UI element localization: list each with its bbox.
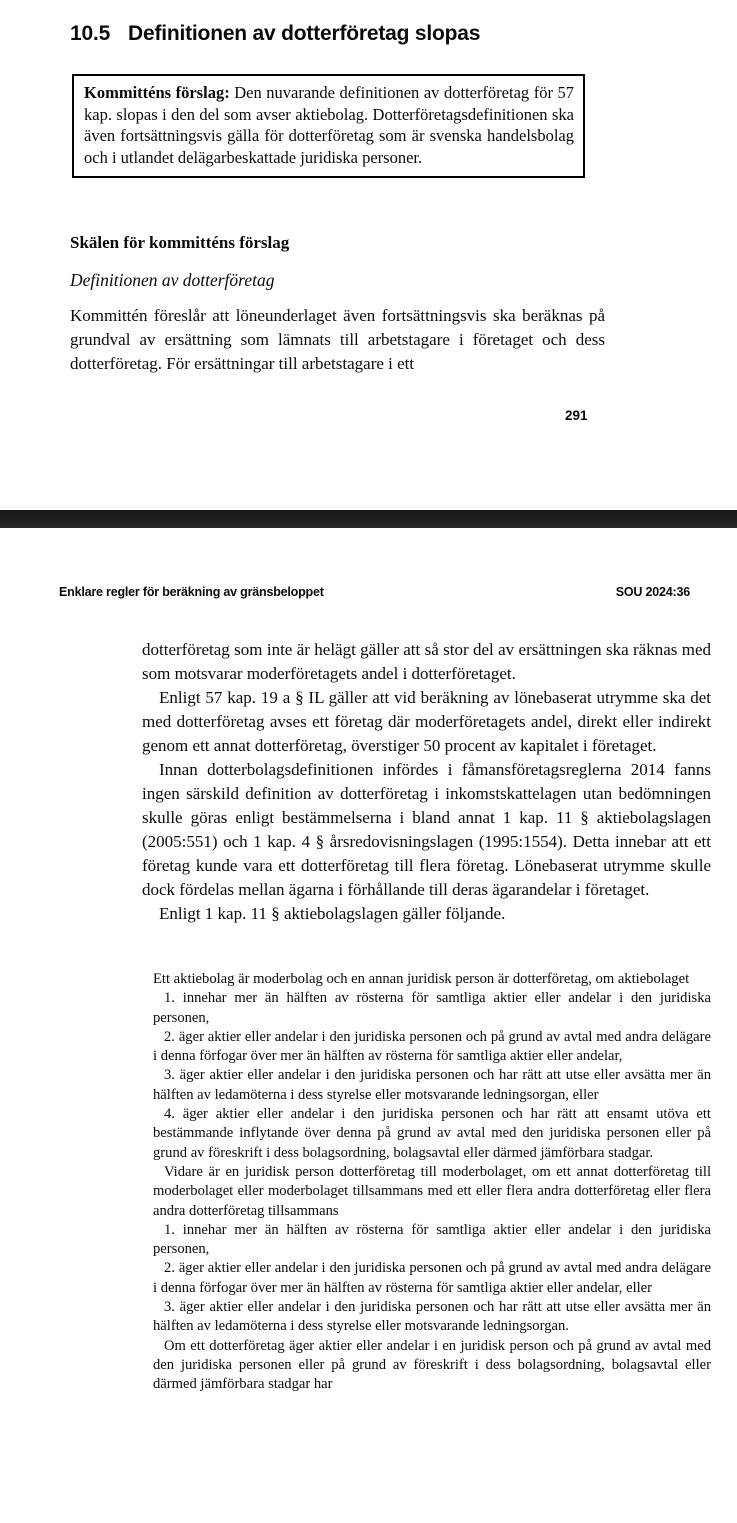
document-page-291 <box>0 0 737 510</box>
statute-quote-paragraph: 3. äger aktier eller andelar i den juridiska personen och har rätt att utse eller avsätta mer än hälften av ledamöterna i dess styrelse eller motsvarande ledningsorgan. <box>153 1299 711 1335</box>
running-header-title: Enklare regler för beräkning av gränsbeloppet <box>59 585 324 599</box>
statute-quote-block <box>153 970 711 1395</box>
statute-quote-paragraph: Vidare är en juridisk person dotterföretag till moderbolaget, om ett annat dotterföretag till moderbolaget eller moderbolaget tillsammans med ett eller flera andra dotterföretag eller flera andra dotterföretag tillsammans <box>153 1163 711 1219</box>
statute-quote-paragraph: 1. innehar mer än hälften av rösterna för samtliga aktier eller andelar i den juridiska personen, <box>153 990 711 1026</box>
proposal-text: Den nuvarande definitionen av dotterföretag för 57 kap. slopas i den del som avser aktiebolag. Dotterföretagsdefinitionen ska även fortsättningsvis gälla för dotterföretag som är svenska handelsbolag och i utlandet delägarbeskattade juridiska personer. <box>84 83 574 168</box>
body-paragraph: dotterföretag som inte är helägt gäller att så stor del av ersättningen ska räknas med som motsvarar moderföretagets andel i dotterföretaget. <box>142 640 711 683</box>
page-divider-bar <box>0 510 737 528</box>
statute-quote-paragraph: 3. äger aktier eller andelar i den juridiska personen och har rätt att utse eller avsätta mer än hälften av ledamöterna i dess styrelse eller motsvarande ledningsorgan, eller <box>153 1067 711 1103</box>
page-number: 291 <box>565 408 588 423</box>
section-number: 10.5 <box>70 22 111 45</box>
body-paragraph: Enligt 57 kap. 19 a § IL gäller att vid beräkning av lönebaserat utrymme ska det med dotterföretag avses ett företag där moderföretagets andel, direkt eller indirekt genom ett annat dotterföretag, överstiger 50 procent av kapitalet i företaget. <box>142 688 711 755</box>
statute-quote-paragraph: Ett aktiebolag är moderbolag och en annan juridisk person är dotterföretag, om aktiebolaget <box>153 971 690 987</box>
body-text-column <box>142 638 711 926</box>
statute-quote-paragraph: 2. äger aktier eller andelar i den juridiska personen och på grund av avtal med andra delägare i denna förfogar över mer än hälften av rösterna för samtliga aktier eller andelar, eller <box>153 1260 711 1296</box>
statute-quote-paragraph: Om ett dotterföretag äger aktier eller andelar i en juridisk person och på grund av avtal med den juridiska personen eller på grund av föreskrift i dess bolagsordning, bolagsavtal eller därmed jämförbara stadgar har <box>153 1337 711 1393</box>
definition-subheading: Definitionen av dotterföretag <box>70 270 275 290</box>
body-paragraph: Kommittén föreslår att löneunderlaget även fortsättningsvis ska beräknas på grundval av ersättning som lämnats till arbetstagare i företaget och dess dotterföretag. För ersättningar till arbetstagare i ett <box>70 306 605 373</box>
statute-quote-paragraph: 4. äger aktier eller andelar i den juridiska personen och har rätt att ensamt utöva ett bestämmande inflytande över denna på grund av avtal med den juridiska personen eller på grund av föreskrift i dess bolagsordning, bolagsavtal eller därmed jämförbara stadgar. <box>153 1106 711 1161</box>
body-paragraph: Innan dotterbolagsdefinitionen infördes i fåmansföretagsreglerna 2014 fanns ingen särskild definition av dotterföretag i inkomstskattelagen utan bedömningen skulle göras enligt bestämmelserna i bland annat 1 kap. 11 § aktiebolagslagen (2005:551) och 1 kap. 4 § årsredovisningslagen (1995:1554). Detta innebar att ett företag kunde vara ett dotterföretag till flera företag. Lönebaserat utrymme skulle dock fördelas mellan ägarna i förhållande till deras ägarandelar i företaget. <box>142 760 711 899</box>
document-page-292 <box>0 528 737 1523</box>
proposal-label: Kommitténs förslag: <box>84 83 230 102</box>
section-heading <box>70 22 480 46</box>
reasons-heading: Skälen för kommitténs förslag <box>70 233 290 252</box>
committee-proposal-box <box>72 74 585 178</box>
running-header-sou-number: SOU 2024:36 <box>615 585 690 599</box>
running-header <box>59 585 690 599</box>
body-paragraph: Enligt 1 kap. 11 § aktiebolagslagen gäller följande. <box>159 904 506 923</box>
statute-quote-paragraph: 1. innehar mer än hälften av rösterna för samtliga aktier eller andelar i den juridiska personen, <box>153 1221 711 1258</box>
statute-quote-paragraph: 2. äger aktier eller andelar i den juridiska personen och på grund av avtal med andra delägare i denna förfogar över mer än hälften av rösterna för samtliga aktier eller andelar, <box>153 1028 711 1065</box>
section-title: Definitionen av dotterföretag slopas <box>128 22 481 45</box>
